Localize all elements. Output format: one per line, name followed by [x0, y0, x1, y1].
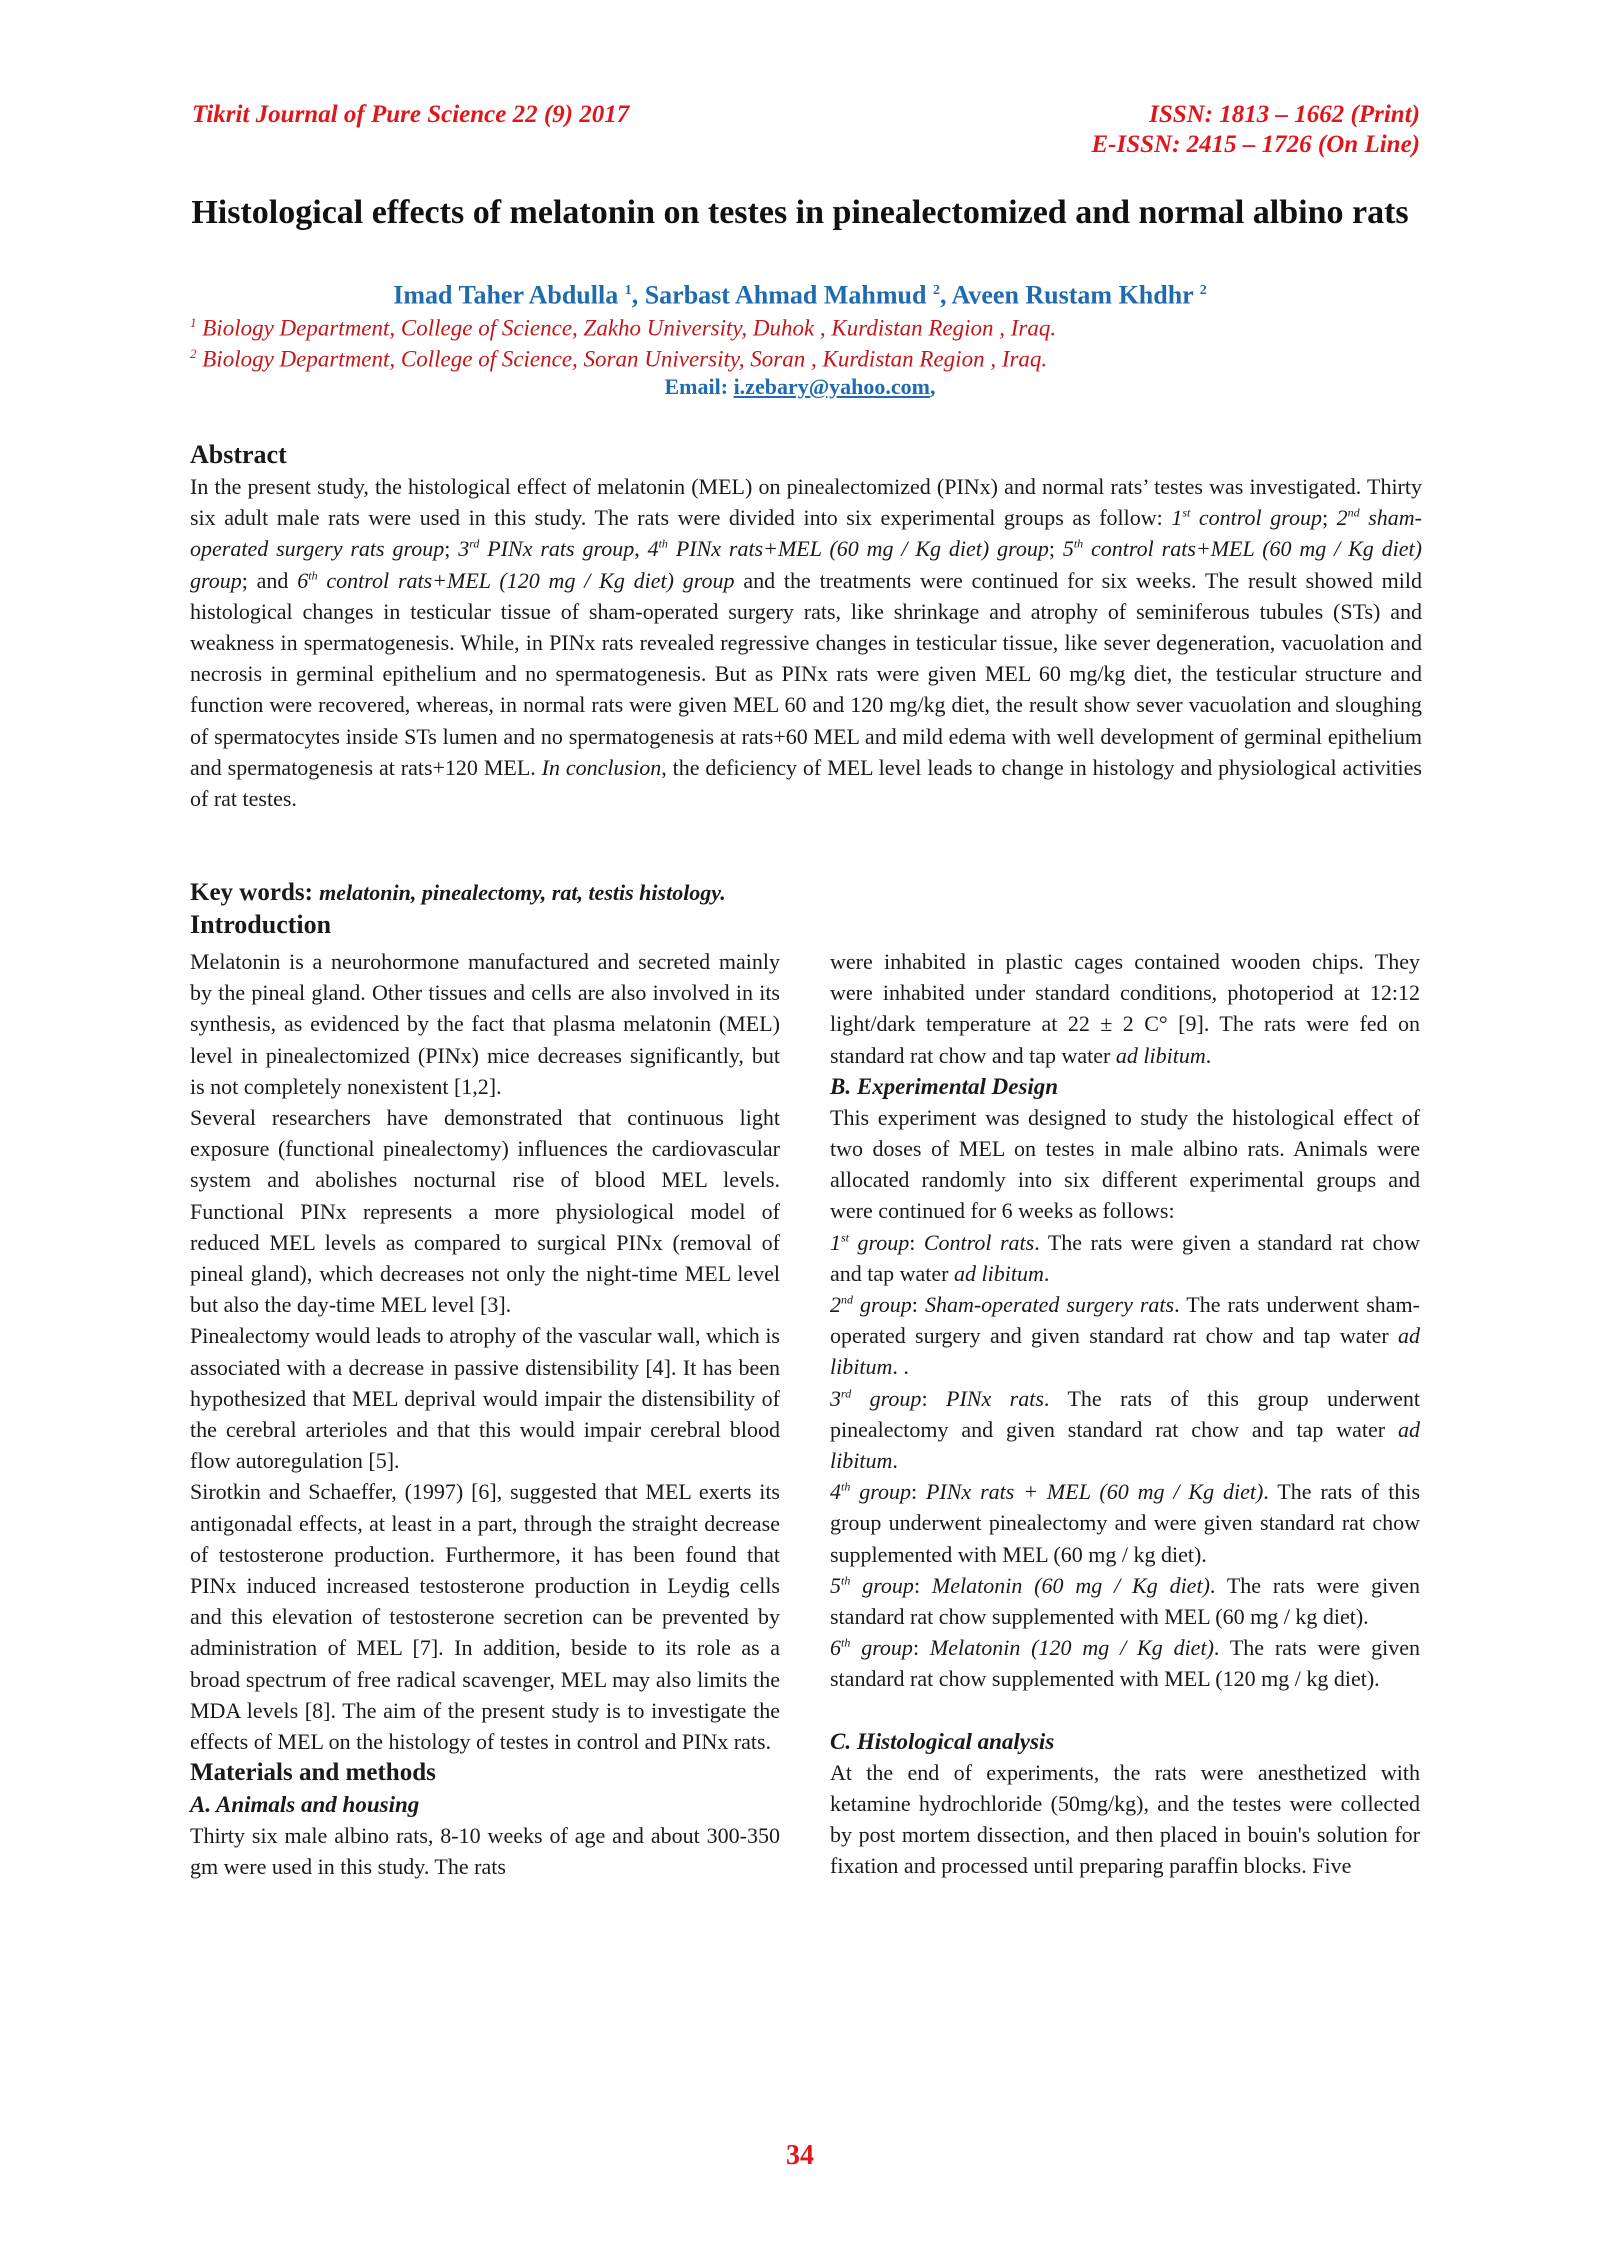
paragraph: Sirotkin and Schaeffer, (1997) [6], suggested that MEL exerts its antigonadal effects, at least in a part, through the straight decrease of testosterone production. Furthermore, it has been found that PINx induced increased testosterone production in Leydig cells and this elevation of testosterone secretion can be prevented by administration of MEL [7]. In addition, beside to its role as a broad spectrum of free radical scavenger, MEL may also limits the MDA levels [8]. The aim of the present study is to investigate the effects of MEL on the histology of testes in control and PINx rats.	[190, 1479, 780, 1755]
abstract-group: 2nd sham-operated surgery rats group	[190, 505, 1422, 562]
affiliation	[190, 339, 1047, 375]
methods-heading: Materials and methods	[190, 1759, 436, 1787]
paragraph: At the end of experiments, the rats were anesthetized with ketamine hydrochloride (50mg/kg), and the testes were collected by post mortem dissection, and then placed in bouin's solution for fixation and processed until preparing paraffin blocks. Five	[830, 1759, 1420, 1879]
abstract-text: , the deficiency of MEL level leads to change in histology and physiological activities of rat testes.	[190, 754, 1422, 812]
abstract-heading: Abstract	[190, 440, 287, 469]
spacer	[830, 1695, 1420, 1726]
email-trail: ,	[930, 374, 936, 399]
paragraph: Melatonin is a neurohormone manufactured and secreted mainly by the pineal gland. Other tissues and cells are also involved in its synthesis, as evidenced by the fact that plasma melatonin (MEL) level in pinealectomized (PINx) mice decreases significantly, but is not completely nonexistent [1,2].	[190, 949, 780, 1099]
group-description: 1st group: Control rats. The rats were given a standard rat chow and tap water ad libitum.	[830, 1229, 1420, 1286]
abstract-group: 6th control rats+MEL (120 mg / Kg diet) group	[297, 567, 735, 593]
group-description: 2nd group: Sham-operated surgery rats. The rats underwent sham-operated surgery and given standard rat chow and tap water ad libitum. .	[830, 1292, 1420, 1380]
abstract-group: 4th PINx rats+MEL (60 mg / Kg diet) group	[647, 536, 1049, 562]
introduction-heading: Introduction	[190, 910, 332, 939]
subsection-heading: A. Animals and housing	[190, 1792, 420, 1818]
affiliation-text: Biology Department, College of Science, Zakho University, Duhok , Kurdistan Region , Iraq.	[202, 315, 1057, 341]
author-name: Aveen Rustam Khdhr	[951, 280, 1194, 310]
abstract-group: 5th control rats+MEL (60 mg / Kg diet) group	[190, 536, 1422, 593]
paragraph: This experiment was designed to study the histological effect of two doses of MEL on testes in male albino rats. Animals were allocated randomly into six different experimental groups and were continued for 6 weeks as follows:	[830, 1104, 1420, 1224]
paragraph: Several researchers have demonstrated that continuous light exposure (functional pinealectomy) influences the cardiovascular system and abolishes nocturnal rise of blood MEL levels. Functional PINx represents a more physiological model of reduced MEL levels as compared to surgical PINx (removal of pineal gland), which decreases not only the night-time MEL level but also the day-time MEL level [3].	[190, 1105, 780, 1318]
issn-header	[1092, 100, 1421, 160]
conclusion-label: In conclusion	[541, 754, 662, 780]
paragraph: Pinealectomy would leads to atrophy of the vascular wall, which is associated with a decrease in passive distensibility [4]. It has been hypothesized that MEL deprival would impair the distensibility of the cerebral arterioles and that this would impair cerebral blood flow autoregulation [5].	[190, 1323, 780, 1474]
paragraph: were inhabited in plastic cages contained wooden chips. They were inhabited under standard conditions, photoperiod at 12:12 light/dark temperature at 22 ± 2 C° [9]. The rats were fed on standard rat chow and tap water ad libitum.	[830, 949, 1420, 1068]
contact-email	[180, 372, 1420, 402]
author-name: Imad Taher Abdulla	[393, 280, 619, 310]
group-description: 5th group: Melatonin (60 mg / Kg diet). The rats were given standard rat chow supplemented with MEL (60 mg / kg diet).	[830, 1572, 1420, 1630]
email-label: Email:	[664, 374, 729, 399]
subsection-heading: B. Experimental Design	[830, 1073, 1059, 1099]
author-list: Imad Taher Abdulla $^1$, Sarbast Ahmad Mahmud $^2$, Aveen Rustam Khdhr $^2$	[393, 280, 1207, 310]
abstract-body: In the present study, the histological effect of melatonin (MEL) on pinealectomized (PINx) and normal rats’ testes was investigated. Thirty six adult male rats were used in this study. The rats were divided into six experimental groups as follow: 1st control group; 2nd sham-operated surgery rats group; 3rd PINx rats group, 4th PINx rats+MEL (60 mg / Kg diet) group; 5th control rats+MEL (60 mg / Kg diet) group; and 6th control rats+MEL (120 mg / Kg diet) group and the treatments were continued for six weeks. The result showed mild histological changes in testicular tissue of sham-operated surgery rats, like shrinkage and atrophy of seminiferous tubules (STs) and weakness in spermatogenesis. While, in PINx rats revealed regressive changes in testicular tissue, like sever degeneration, vacuolation and necrosis in germinal epithelium and no spermatogenesis. But as PINx rats were given MEL 60 mg/kg diet, the testicular structure and function were recovered, whereas, in normal rats were given MEL 60 and 120 mg/kg diet, the result show sever vacuolation and sloughing of spermatocytes inside STs lumen and no spermatogenesis at rats+60 MEL and mild edema with well development of germinal epithelium and spermatogenesis at rats+120 MEL. In conclusion, the deficiency of MEL level leads to change in histology and physiological activities of rat testes.	[190, 474, 1422, 812]
group-description: 6th group: Melatonin (120 mg / Kg diet). The rats were given standard rat chow supplemented with MEL (120 mg / kg diet).	[830, 1635, 1420, 1692]
subsection-heading: C. Histological analysis	[830, 1728, 1055, 1754]
abstract-group: 1st control group	[1171, 505, 1322, 531]
author-name: Sarbast Ahmad Mahmud	[644, 280, 927, 310]
right-column	[830, 946, 1420, 1881]
abstract-group: 3rd PINx rats group	[458, 536, 635, 562]
journal-header: Tikrit Journal of Pure Science 22 (9) 2017	[192, 101, 630, 128]
affiliation-text: Biology Department, College of Science, Soran University, Soran , Kurdistan Region , Iraq.	[202, 346, 1048, 372]
affiliation-number: 2	[190, 346, 197, 361]
group-description: 4th group: PINx rats + MEL (60 mg / Kg diet). The rats of this group underwent pinealectomy and were given standard rat chow supplemented with MEL (60 mg / kg diet).	[830, 1479, 1421, 1567]
abstract-text: In the present study, the histological effect of melatonin (MEL) on pinealectomized (PINx) and normal rats’ testes was investigated. Thirty six adult male rats were used in this study. The rats were divided into six experimental groups as follow:	[190, 474, 1422, 531]
author-affil-mark: 1	[624, 283, 632, 298]
email-link[interactable]: i.zebary@yahoo.com	[733, 374, 930, 399]
group-description: 3rd group: PINx rats. The rats of this group underwent pinealectomy and given standard rat chow and tap water ad libitum.	[830, 1385, 1420, 1474]
keywords	[190, 878, 726, 908]
keywords-text: melatonin, pinealectomy, rat, testis histology.	[319, 880, 726, 905]
issn-online: E-ISSN: 2415 – 1726 (On Line)	[1091, 131, 1420, 158]
abstract-text: and the treatments were continued for six weeks. The result showed mild histological changes in testicular tissue of sham-operated surgery rats, like shrinkage and atrophy of seminiferous tubules (STs) and weakness in spermatogenesis. While, in PINx rats revealed regressive changes in testicular tissue, like sever degeneration, vacuolation and necrosis in germinal epithelium and no spermatogenesis. But as PINx rats were given MEL 60 mg/kg diet, the testicular structure and function were recovered, whereas, in normal rats were given MEL 60 and 120 mg/kg diet, the result show sever vacuolation and sloughing of spermatocytes inside STs lumen and no spermatogenesis at rats+60 MEL and mild edema with well development of germinal epithelium and spermatogenesis at rats+120 MEL.	[190, 567, 1422, 780]
author-affil-mark: 2	[932, 283, 940, 298]
author-affil-mark: 2	[1199, 283, 1207, 298]
keywords-label: Key words:	[190, 879, 320, 906]
affiliation-number: 1	[190, 315, 197, 330]
page-number: 34	[786, 2140, 814, 2171]
paper-title: Histological effects of melatonin on testes in pinealectomized and normal albino rats	[191, 194, 1409, 231]
left-column	[190, 946, 780, 1883]
paragraph: Thirty six male albino rats, 8-10 weeks of age and about 300-350 gm were used in this study. The rats	[190, 1823, 780, 1880]
issn-print: ISSN: 1813 – 1662 (Print)	[1149, 101, 1420, 128]
